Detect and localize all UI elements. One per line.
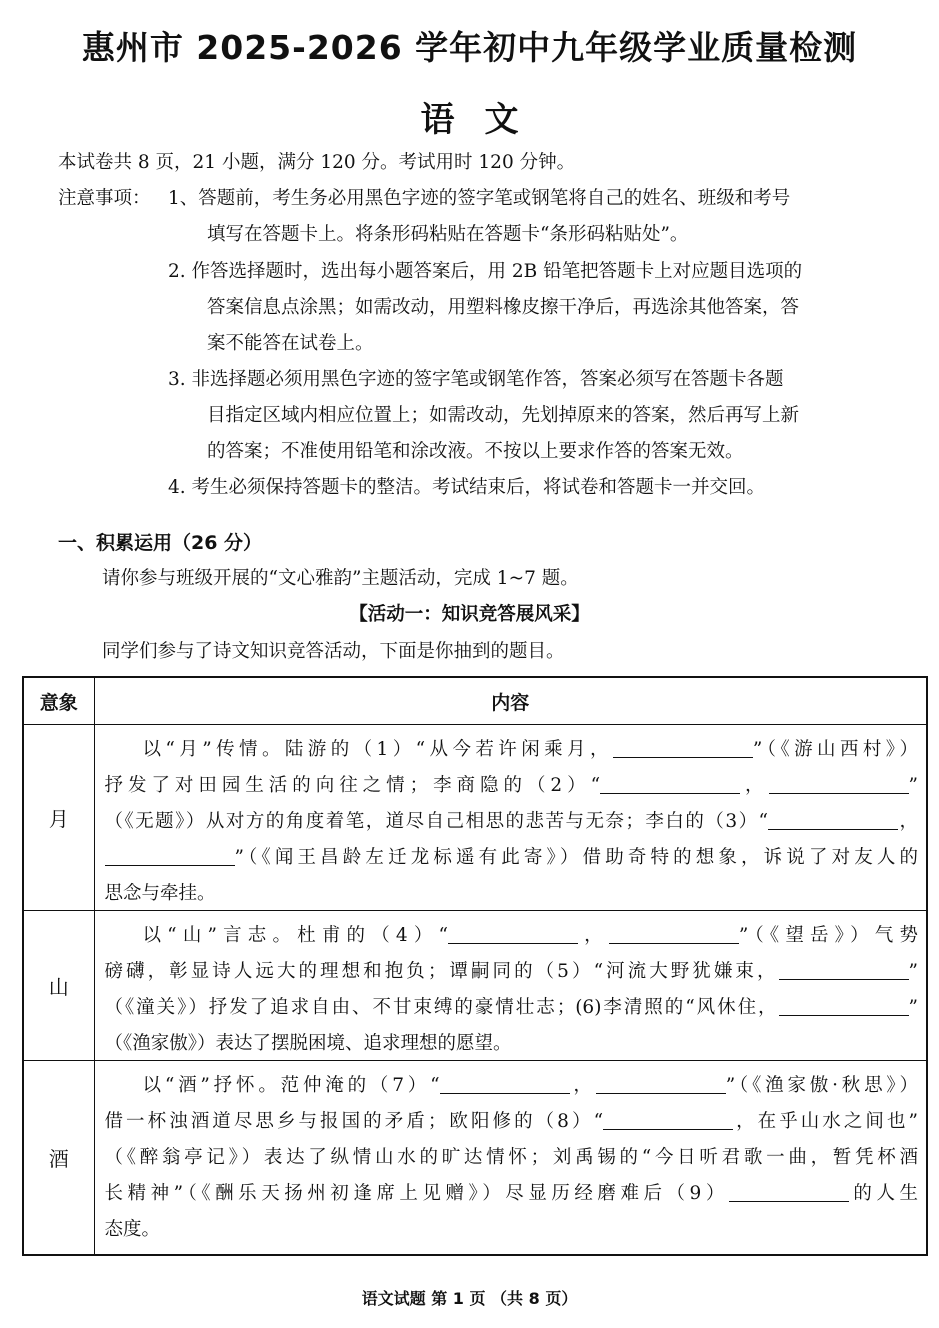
subject-title: 语文 — [420, 100, 549, 140]
answer-blank[interactable] — [600, 775, 740, 794]
content-lines — [95, 1061, 927, 1254]
content-text: ”（《闻王昌龄左迁龙标遥有此寄》）借助奇特的想象，诉说了对友人的 — [234, 847, 918, 869]
content-text: ” — [908, 961, 918, 983]
content-text: 的人生 — [848, 1183, 918, 1205]
content-line — [105, 1143, 919, 1169]
content-text: （《潼关》）抒发了追求自由、不甘束缚的豪情壮志；(6)李清照的“风休住， — [104, 997, 779, 1019]
activity-intro: 同学们参与了诗文知识竞答活动，下面是你抽到的题目。 — [102, 641, 565, 662]
answer-blank[interactable] — [448, 925, 578, 944]
answer-blank[interactable] — [779, 997, 909, 1016]
content-cell — [94, 725, 927, 911]
content-line — [143, 735, 919, 761]
content-text: ” — [908, 775, 918, 797]
section-instruction: 请你参与班级开展的“文心雅韵”主题活动，完成 1~7 题。 — [102, 568, 579, 589]
content-line — [105, 771, 919, 797]
content-line — [143, 921, 919, 947]
content-line — [105, 1029, 919, 1055]
content-text: 抒发了对田园生活的向往之情；李商隐的（2）“ — [104, 775, 601, 797]
content-text: 借一杯浊酒道尽思乡与报国的矛盾；欧阳修的（8）“ — [104, 1111, 604, 1133]
answer-blank[interactable] — [769, 775, 909, 794]
content-text: ， — [577, 925, 609, 947]
content-text: ，在乎山水之间也” — [733, 1111, 918, 1133]
content-cell — [94, 1061, 927, 1255]
content-text: ， — [740, 775, 769, 797]
content-text: （《醉翁亭记》）表达了纵情山水的旷达情怀；刘禹锡的“今日听君歌一曲，暂凭杯酒 — [104, 1147, 918, 1169]
content-cell — [94, 911, 927, 1061]
answer-blank[interactable] — [440, 1075, 570, 1094]
content-text: ”（《望岳》）气势 — [738, 925, 918, 947]
notices-label: 注意事项： — [58, 188, 151, 209]
content-text: ， — [898, 811, 918, 833]
answer-blank[interactable] — [779, 961, 909, 980]
content-line — [105, 1107, 919, 1133]
table-row — [23, 1061, 927, 1255]
table-header-row — [23, 677, 927, 725]
image-cell: 酒 — [23, 1061, 94, 1255]
page-footer: 语文试题 第 1 页 （共 8 页） — [361, 1289, 578, 1308]
answer-blank[interactable] — [603, 1111, 733, 1130]
content-line — [105, 879, 919, 905]
column-header: 意象 — [23, 677, 94, 725]
notice-line: 2. 作答选择题时，选出每小题答案后，用 2B 铅笔把答题卡上对应题目选项的 — [168, 261, 803, 282]
content-lines — [95, 911, 927, 1060]
content-text: 磅礴，彰显诗人远大的理想和抱负；谭嗣同的（5）“河流大野犹嫌束， — [104, 961, 779, 983]
content-text: （《无题》）从对方的角度着笔，道尽自己相思的悲苦与无奈；李白的（3）“ — [104, 811, 769, 833]
image-cell: 月 — [23, 725, 94, 911]
notice-line: 目指定区域内相应位置上；如需改动，先划掉原来的答案，然后再写上新 — [207, 405, 800, 426]
poetry-table — [22, 676, 928, 1256]
image-cell: 山 — [23, 911, 94, 1061]
notice-line: 的答案；不准使用铅笔和涂改液。不按以上要求作答的答案无效。 — [207, 441, 744, 462]
answer-blank[interactable] — [596, 1075, 726, 1094]
content-line — [105, 1179, 919, 1205]
content-text: ” — [908, 997, 918, 1019]
section-heading: 一、积累运用（26 分） — [58, 532, 263, 554]
content-text: 长精神”（《酬乐天扬州初逢席上见赠》）尽显历经磨难后（9） — [104, 1183, 729, 1205]
notice-line: 案不能答在试卷上。 — [207, 333, 374, 354]
answer-blank[interactable] — [768, 811, 898, 830]
content-line — [105, 843, 919, 869]
table-row — [23, 911, 927, 1061]
content-line — [105, 1215, 919, 1241]
answer-blank[interactable] — [613, 739, 753, 758]
content-lines — [95, 725, 927, 910]
content-line — [105, 993, 919, 1019]
content-text: 态度。 — [104, 1219, 161, 1241]
answer-blank[interactable] — [609, 925, 739, 944]
content-text: ， — [569, 1075, 596, 1097]
content-line — [105, 807, 919, 833]
content-line — [105, 957, 919, 983]
content-text: 以“月”传情。陆游的（1）“从今若许闲乘月， — [142, 739, 613, 761]
exam-intro: 本试卷共 8 页，21 小题，满分 120 分。考试用时 120 分钟。 — [58, 152, 576, 173]
notice-line: 填写在答题卡上。将条形码粘贴在答题卡“条形码粘贴处”。 — [207, 224, 689, 245]
content-text: 以“酒”抒怀。范仲淹的（7）“ — [142, 1075, 440, 1097]
content-text: ”（《渔家傲·秋思》） — [725, 1075, 918, 1097]
content-text: （《渔家傲》）表达了摆脱困境、追求理想的愿望。 — [104, 1033, 512, 1055]
notice-line: 1、答题前，考生务必用黑色字迹的签字笔或钢笔将自己的姓名、班级和考号 — [168, 188, 791, 209]
exam-title: 惠州市 2025-2026 学年初中九年级学业质量检测 — [81, 28, 858, 67]
answer-blank[interactable] — [729, 1183, 849, 1202]
content-text: 以“山”言志。杜甫的（4）“ — [142, 925, 448, 947]
content-text: 思念与牵挂。 — [104, 883, 216, 905]
notice-line: 4. 考生必须保持答题卡的整洁。考试结束后，将试卷和答题卡一并交回。 — [168, 477, 766, 498]
notice-line: 答案信息点涂黑；如需改动，用塑料橡皮擦干净后，再选涂其他答案，答 — [207, 297, 800, 318]
table-row — [23, 725, 927, 911]
notice-line: 3. 非选择题必须用黑色字迹的签字笔或钢笔作答，答案必须写在答题卡各题 — [168, 369, 784, 390]
column-header: 内容 — [94, 677, 927, 725]
content-text: ”（《游山西村》） — [752, 739, 918, 761]
answer-blank[interactable] — [105, 847, 235, 866]
content-line — [143, 1071, 919, 1097]
activity-title: 【活动一：知识竞答展风采】 — [349, 604, 590, 625]
